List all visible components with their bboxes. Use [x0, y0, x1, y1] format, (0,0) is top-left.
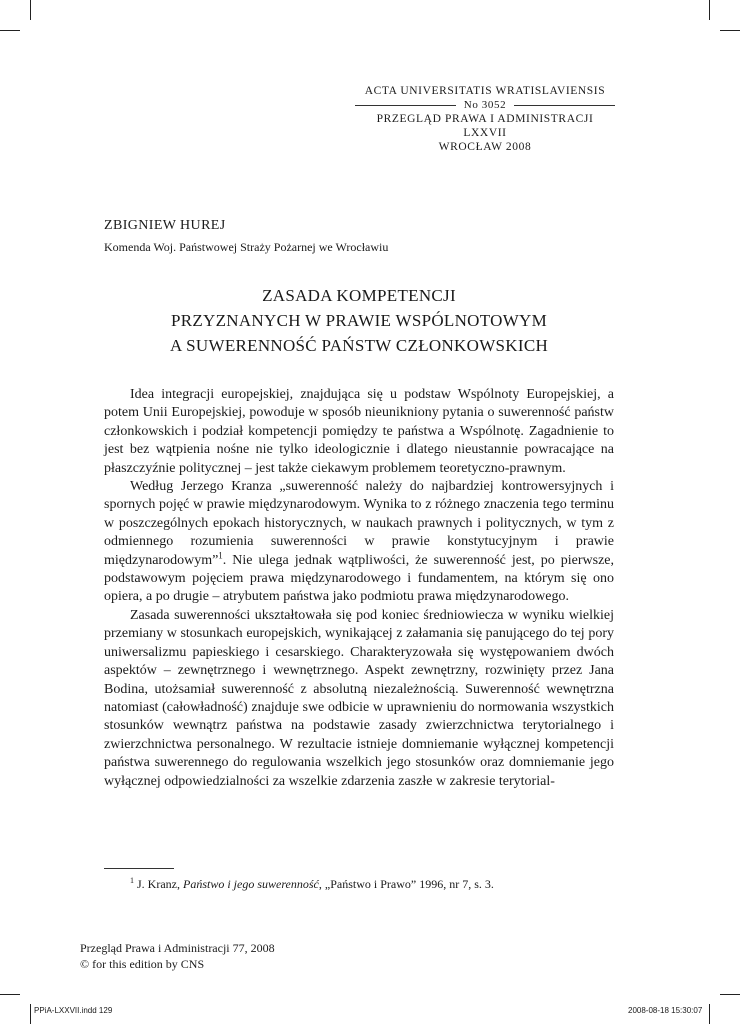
author-affiliation: Komenda Woj. Państwowej Straży Pożarnej we Wrocławiu: [104, 240, 389, 254]
slug-file-name: PPiA-LXXVII.indd 129: [34, 1006, 113, 1015]
paragraph-3: Zasada suwerenności ukształtowała się pod koniec średniowiecza w wyniku wielkiej przemiany w stosunkach europejskich, wynikającej z załamania się panującego do tej pory uniwersalizmu papieskiego i cesarskiego. Charakteryzowała się występowaniem dwóch aspektów – zewnętrznego i wewnętrznego. Aspekt zewnętrzny, rozwinięty przez Jana Bodina, utożsamiał suwerenność z absolutną niezależnością. Suwerenność wewnętrzna natomiast (całowładność) znajduje swe odbicie w uprawnieniu do normowania wszystkich stosunków wewnątrz państwa na podstawie zasady zwierzchnictwa terytorialnego i zwierzchnictwa personalnego. W rezultacie istnieje domniemanie wyłącznej kompetencji państwa suwerennego do regulowania wszelkich jego stosunków oraz domniemanie jego wyłącznej odpowiedzialności za wszelkie zdarzenia zaszłe w zakresie terytorial-: [104, 607, 614, 789]
footnote-author: J. Kranz,: [137, 877, 183, 891]
paragraph-2-text-b: . Nie ulega jednak wątpliwości, że suwerenność jest, po pierwsze, podstawowym pojęciem prawa międzynarodowego i fundamentem, na którym się ono opiera, a po drugie – atrybutem państwa jako podmiotu prawa międzynarodowego.: [104, 552, 614, 605]
crop-mark-top-right-h: [720, 30, 740, 31]
journal-name: ACTA UNIVERSITATIS WRATISLAVIENSIS: [364, 85, 606, 97]
article-title: [104, 283, 614, 358]
paragraph-2: [104, 478, 614, 607]
article-body: [104, 386, 614, 791]
crop-mark-top-left-h: [0, 30, 20, 31]
journal-place-year: WROCŁAW 2008: [438, 141, 532, 153]
imprint: [80, 940, 275, 972]
footnote-work-title: Państwo i jego suwerenność: [182, 877, 319, 891]
paragraph-2-text-a: Według Jerzego Kranza „suwerenność należy do najbardziej kontrowersyjnych i spornych pojęć w prawie międzynarodowym. Wynika to z różnego znaczenia tego terminu w poszczególnych epokach historycznych, w naukach prawnych i politycznych, w tym z odmiennego rozumienia suwerenności w prawie konstytucyjnym i prawie międzynarodowym”: [104, 479, 614, 568]
issue-number-line: [355, 98, 615, 112]
issue-rule-right: [514, 105, 615, 106]
title-line-2: PRZYZNANYCH W PRAWIE WSPÓLNOTOWYM: [170, 311, 548, 330]
crop-mark-top-right: [709, 0, 710, 20]
issue-number: No 3052: [463, 99, 507, 111]
crop-mark-bottom-right: [709, 1004, 710, 1024]
crop-mark-bottom-left: [30, 1004, 31, 1024]
author-name: ZBIGNIEW HUREJ: [104, 218, 226, 233]
imprint-line-1: Przegląd Prawa i Administracji 77, 2008: [80, 941, 275, 955]
title-line-3: A SUWERENNOŚĆ PAŃSTW CZŁONKOWSKICH: [169, 336, 549, 355]
imprint-line-2: © for this edition by CNS: [80, 957, 205, 971]
paragraph-1: Idea integracji europejskiej, znajdująca się u podstaw Wspólnoty Europejskiej, a potem Unii Europejskiej, powoduje w sposób nieunikniony pytania o suwerenność państw członkowskich i podział kompetencji pomiędzy te państwa a Wspólnotę. Zagadnienie to jest bez wątpienia nośne nie tylko ideologicznie i dlatego nieustannie powracające na płaszczyźnie politycznej – jest także ciekawym problemem teoretyczno-prawnym.: [104, 387, 614, 476]
crop-mark-bottom-right-h: [720, 994, 740, 995]
issue-rule-left: [355, 105, 456, 106]
journal-header: [355, 84, 615, 154]
crop-mark-bottom-left-h: [0, 994, 20, 995]
footnote: [130, 876, 494, 892]
crop-mark-top-left: [30, 0, 31, 20]
slug-timestamp: 2008-08-18 15:30:07: [628, 1006, 703, 1015]
journal-series: PRZEGLĄD PRAWA I ADMINISTRACJI LXXVII: [376, 113, 594, 139]
footnote-rest: , „Państwo i Prawo” 1996, nr 7, s. 3.: [318, 877, 494, 891]
footnote-number: 1: [130, 876, 134, 885]
title-line-1: ZASADA KOMPETENCJI: [262, 286, 456, 305]
footnote-separator: [104, 868, 174, 869]
footnote-reference[interactable]: 1: [218, 550, 223, 560]
